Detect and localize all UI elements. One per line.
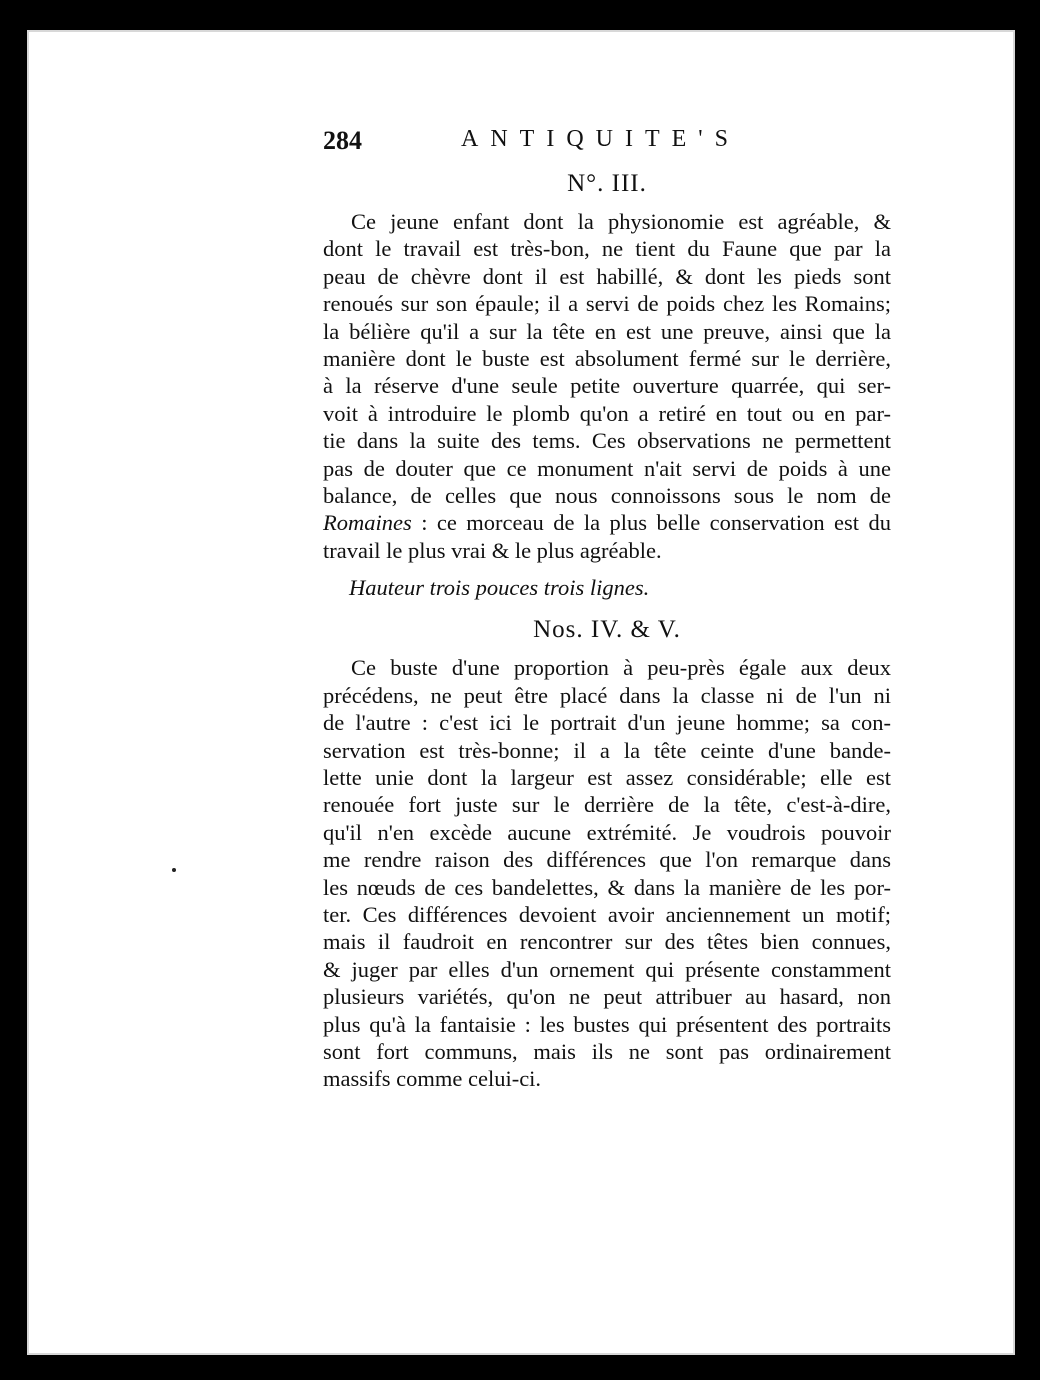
running-head (323, 120, 891, 160)
paragraph-no4-5 (323, 654, 891, 1093)
text-line: plusieurs variétés, qu'on ne peut attribuer au hasard, non (323, 984, 891, 1010)
text-line: tie dans la suite des tems. Ces observations ne permettent (323, 428, 891, 454)
text-line: pas de douter que ce monument n'ait servi de poids à une (323, 455, 891, 481)
paragraph-no3 (323, 208, 891, 564)
text-line: Romaines : ce morceau de la plus belle conservation est du (323, 510, 891, 536)
text-line: à la réserve d'une seule petite ouverture quarrée, qui ser- (323, 373, 891, 399)
page-number: 284 (323, 126, 362, 155)
text-line: voit à introduire le plomb qu'on a retiré en tout ou en par- (323, 400, 891, 426)
text-line: renoués sur son épaule; il a servi de poids chez les Romains; (323, 291, 891, 317)
text-line: & juger par elles d'un ornement qui présente constamment (323, 956, 891, 982)
text-line: ter. Ces différences devoient avoir anciennement un motif; (323, 901, 891, 927)
text-line: balance, de celles que nous connoissons sous le nom de (323, 483, 891, 509)
text-line: travail le plus vrai & le plus agréable. (323, 537, 662, 563)
text-line: Ce jeune enfant dont la physionomie est agréable, & (351, 209, 891, 234)
running-title: ANTIQUITE'S (461, 126, 740, 152)
text-line: plus qu'à la fantaisie : les bustes qui présentent des portraits (323, 1011, 891, 1037)
text-line: précédens, ne peut être placé dans la classe ni de l'un ni (323, 682, 891, 708)
book-page (27, 30, 1015, 1355)
text-line: peau de chèvre dont il est habillé, & dont les pieds sont (323, 263, 891, 289)
text-line: les nœuds de ces bandelettes, & dans la manière de les por- (323, 874, 891, 900)
text-line: renouée fort juste sur le derrière de la tête, c'est-à-dire, (323, 792, 891, 818)
text-line: lette unie dont la largeur est assez considérable; elle est (323, 764, 891, 790)
text-line: me rendre raison des différences que l'on remarque dans (323, 847, 891, 873)
text-line: qu'il n'en excède aucune extrémité. Je voudrois pouvoir (323, 819, 891, 845)
text-line: sont fort communs, mais ils ne sont pas ordinairement (323, 1038, 891, 1064)
text-line: manière dont le buste est absolument fermé sur le derrière, (323, 346, 891, 372)
text-block (323, 120, 891, 1093)
text-line: la bélière qu'il a sur la tête en est une preuve, ainsi que la (323, 318, 891, 344)
text-line: massifs comme celui-ci. (323, 1066, 542, 1092)
text-line: Ce buste d'une proportion à peu-près égale aux deux (351, 655, 891, 681)
section-title-no3: N°. III. (567, 170, 647, 197)
section-title-no4-5: Nos. IV. & V. (533, 616, 681, 644)
measurement-note: Hauteur trois pouces trois lignes. (349, 575, 650, 601)
text-line: de l'autre : c'est ici le portrait d'un jeune homme; sa con- (323, 710, 891, 736)
text-line: mais il faudroit en rencontrer sur des têtes bien connues, (323, 929, 891, 955)
text-line: servation est très-bonne; il a la tête ceinte d'une bande- (323, 737, 891, 763)
ink-speck (172, 868, 176, 872)
text-line: dont le travail est très-bon, ne tient du Faune que par la (323, 236, 891, 262)
